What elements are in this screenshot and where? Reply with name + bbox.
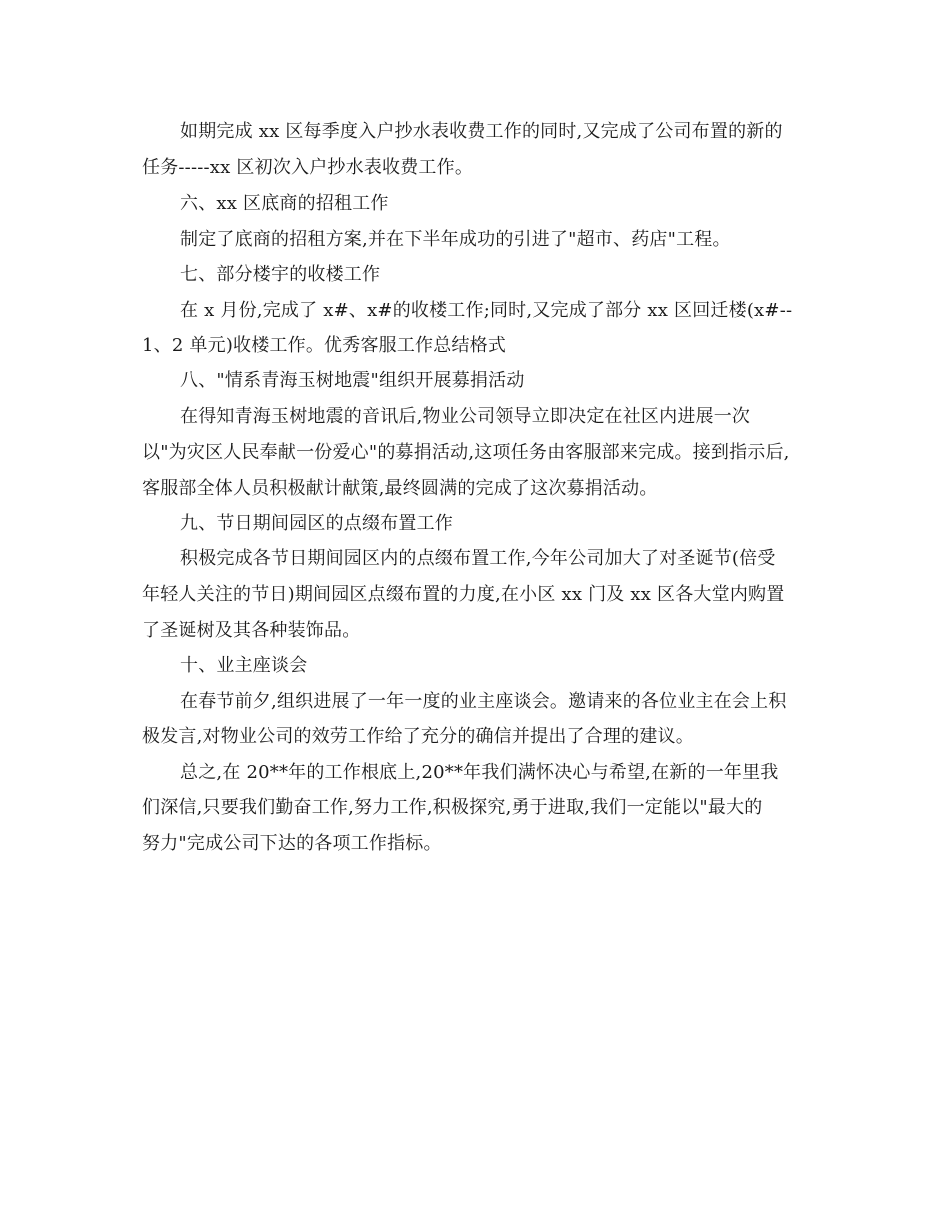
paragraph-line: 如期完成 xx 区每季度入户抄水表收费工作的同时,又完成了公司布置的新的 [180, 121, 783, 142]
section-heading: 十、业主座谈会 [180, 655, 308, 676]
paragraph-line: 在 x 月份,完成了 x#、x#的收楼工作;同时,又完成了部分 xx 区回迁楼(x#-- [180, 300, 793, 321]
paragraph-line: 任务-----xx 区初次入户抄水表收费工作。 [142, 157, 474, 178]
paragraph-line: 年轻人关注的节日)期间园区点缀布置的力度,在小区 xx 门及 xx 区各大堂内购置 [142, 584, 785, 605]
paragraph-line: 了圣诞树及其各种装饰品。 [142, 620, 361, 641]
section-heading: 八、"情系青海玉树地震"组织开展募捐活动 [180, 370, 525, 391]
paragraph-line: 总之,在 20**年的工作根底上,20**年我们满怀决心与希望,在新的一年里我 [180, 762, 779, 783]
paragraph-line: 以"为灾区人民奉献一份爱心"的募捐活动,这项任务由客服部来完成。接到指示后, [142, 442, 790, 463]
paragraph-line: 在得知青海玉树地震的音讯后,物业公司领导立即决定在社区内进展一次 [180, 406, 751, 427]
paragraph-line: 们深信,只要我们勤奋工作,努力工作,积极探究,勇于进取,我们一定能以"最大的 [142, 797, 763, 818]
paragraph-line: 努力"完成公司下达的各项工作指标。 [142, 833, 442, 854]
paragraph-line: 客服部全体人员积极献计献策,最终圆满的完成了这次募捐活动。 [142, 478, 658, 499]
section-heading: 六、xx 区底商的招租工作 [180, 193, 389, 214]
section-heading: 九、节日期间园区的点缀布置工作 [180, 513, 453, 534]
paragraph-line: 积极完成各节日期间园区内的点缀布置工作,今年公司加大了对圣诞节(倍受 [180, 548, 776, 569]
section-heading: 七、部分楼宇的收楼工作 [180, 264, 381, 285]
paragraph-line: 在春节前夕,组织进展了一年一度的业主座谈会。邀请来的各位业主在会上积 [180, 691, 787, 712]
paragraph-line: 1、2 单元)收楼工作。优秀客服工作总结格式 [142, 335, 507, 356]
paragraph-line: 制定了底商的招租方案,并在下半年成功的引进了"超市、药店"工程。 [180, 229, 731, 250]
paragraph-line: 极发言,对物业公司的效劳工作给了充分的确信并提出了合理的建议。 [142, 726, 694, 747]
